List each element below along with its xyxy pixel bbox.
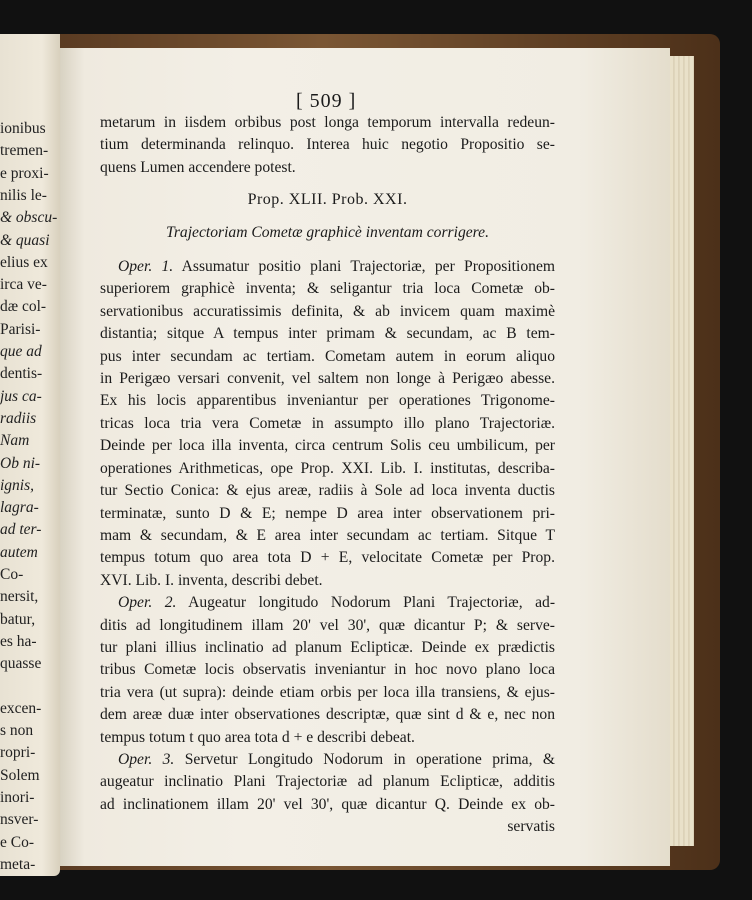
intro-paragraph — [100, 112, 555, 179]
text-line: metarum in iisdem orbibus post longa temporum intervalla redeun- — [100, 114, 555, 131]
text-line: mam & secundam, & E area inter secundam ac tertiam. Sitque T — [100, 526, 555, 544]
text-line: tium determinanda relinquo. Interea huic negotio Propositio se- — [100, 136, 555, 154]
left-page-fragment: nersit, — [0, 588, 39, 606]
proposition-heading: Prop. XLII. Prob. XXI. — [247, 191, 408, 209]
left-page-fragment: ionibus — [0, 120, 46, 137]
left-page-fragment: e Co- — [0, 833, 35, 851]
left-page-fragment: autem — [0, 543, 38, 561]
text-line: quens Lumen accendere potest. — [100, 158, 296, 176]
proposition-subheading: Trajectoriam Cometæ graphicè inventam corrigere. — [166, 223, 489, 241]
text-line: tria vera (ut supra): deinde etiam orbis per loca illa transiens, & ejus- — [100, 683, 555, 701]
text-line: distantia; sitque A tempus inter primam & secundam, ac B tem- — [100, 325, 555, 343]
left-page-fragment: Solem — [0, 766, 40, 784]
left-page-fragment: inori- — [0, 789, 35, 806]
text-line: Ex his locis apparentibus inveniantur per operationes Trigonome- — [100, 392, 555, 410]
text-line: servationibus accuratissimis definita, & ab invicem quam maximè — [100, 302, 555, 320]
paragraph-oper-1 — [100, 256, 555, 592]
text-line: ad inclinationem illam 20' vel 30', quæ dicantur Q. Deinde ex ob- — [100, 795, 555, 813]
text-line: XVI. Lib. I. inventa, describi debet. — [100, 571, 323, 589]
left-page-fragment: excen- — [0, 699, 42, 717]
text-line: ditis ad longitudinem illam 20' vel 30', quæ dicantur P; & serve- — [100, 616, 555, 634]
left-page-fragment: Co- — [0, 566, 24, 583]
oper-label: Oper. 2. — [118, 594, 177, 612]
paragraph-oper-2 — [100, 592, 555, 749]
left-page-fragment: es ha- — [0, 632, 37, 650]
page-text — [100, 90, 555, 839]
text-line: pus inter secundam ac tertiam. Cometam autem in eorum aliquo — [100, 347, 555, 365]
text-line: tribus Cometæ locis observatis inveniantur in hoc novo plano loca — [100, 661, 555, 679]
left-page-fragment: meta- — [0, 855, 36, 873]
left-page — [0, 34, 60, 876]
left-page-fragment: Nam — [0, 432, 30, 450]
left-page-fragment: e proxi- — [0, 164, 49, 182]
text-line: terminatæ, sunto D & E; nempe D area inter observationem pri- — [100, 504, 555, 522]
page-number: [ 509 ] — [296, 90, 357, 112]
left-page-fragment: quasse — [0, 655, 42, 673]
text-line: in Perigæo versari convenit, vel saltem non longe à Perigæo abesse. — [100, 370, 555, 388]
left-page-fragment: ropri- — [0, 744, 36, 762]
text-line: operationes Arithmeticas, ope Prop. XXI. Lib. I. institutas, describa- — [100, 459, 555, 477]
oper-label: Oper. 1. — [118, 258, 174, 276]
left-page-fragment: s non — [0, 722, 34, 740]
text-line: tur Sectio Conica: & ejus areæ, radiis à Sole ad loca inventa ductis — [100, 482, 555, 500]
text-line: tur plani illius inclinatio ad planum Eclipticæ. Deinde ex prædictis — [100, 638, 555, 656]
text-line: Deinde per loca illa inventa, circa centrum Solis ceu umbilicum, per — [100, 437, 555, 455]
left-page-fragment: que ad — [0, 343, 42, 360]
oper-label: Oper. 3. — [118, 750, 175, 768]
left-page-fragment: & quasi — [0, 231, 50, 249]
left-page-fragment: jus ca- — [0, 387, 42, 405]
left-page-fragment: elius ex — [0, 253, 48, 271]
left-page-fragment: ad ter- — [0, 521, 42, 539]
left-page-fragment: dentis- — [0, 365, 43, 383]
left-page-fragment: Ob ni- — [0, 454, 41, 472]
text-line: dem areæ duæ inter observationes descriptæ, quæ sint d & e, nec non — [100, 706, 555, 724]
left-page-fragment: nsver- — [0, 811, 39, 829]
catchword: servatis — [507, 818, 555, 836]
text-line: tricas loca tria vera Cometæ in assumpto illo plano Trajectoriæ. — [100, 414, 555, 432]
left-page-fragment: dæ col- — [0, 298, 47, 316]
text-line: augeatur inclinatio Plani Trajectoriæ ad planum Eclipticæ, additis — [100, 773, 555, 791]
text-line: Oper. 3. Servetur Longitudo Nodorum in operatione prima, & — [118, 750, 555, 768]
left-page-fragment: tremen- — [0, 142, 49, 160]
left-page-fragment: & obscu- — [0, 209, 58, 227]
left-page-fragment: radiis — [0, 409, 37, 427]
text-line: tempus totum t quo area tota d + e describi debeat. — [100, 728, 415, 746]
paragraph-oper-3 — [100, 749, 555, 816]
left-page-fragment: lagra- — [0, 499, 39, 517]
left-page-fragment: batur, — [0, 610, 36, 628]
left-page-fragment: nilis le- — [0, 186, 47, 204]
text-line: superiorem graphicè inventa; & seligantur tria loca Cometæ ob- — [100, 280, 555, 298]
left-page-fragment: ignis, — [0, 476, 35, 494]
text-line: Oper. 1. Assumatur positio plani Trajectoriæ, per Propositionem — [118, 258, 555, 276]
text-line: Oper. 2. Augeatur longitudo Nodorum Plani Trajectoriæ, ad- — [118, 594, 556, 612]
left-page-fragment: Parisi- — [0, 320, 41, 338]
text-line: tempus totum quo area tota D + E, velocitate Cometæ per Prop. — [100, 549, 555, 567]
left-page-fragment: irca ve- — [0, 276, 47, 294]
